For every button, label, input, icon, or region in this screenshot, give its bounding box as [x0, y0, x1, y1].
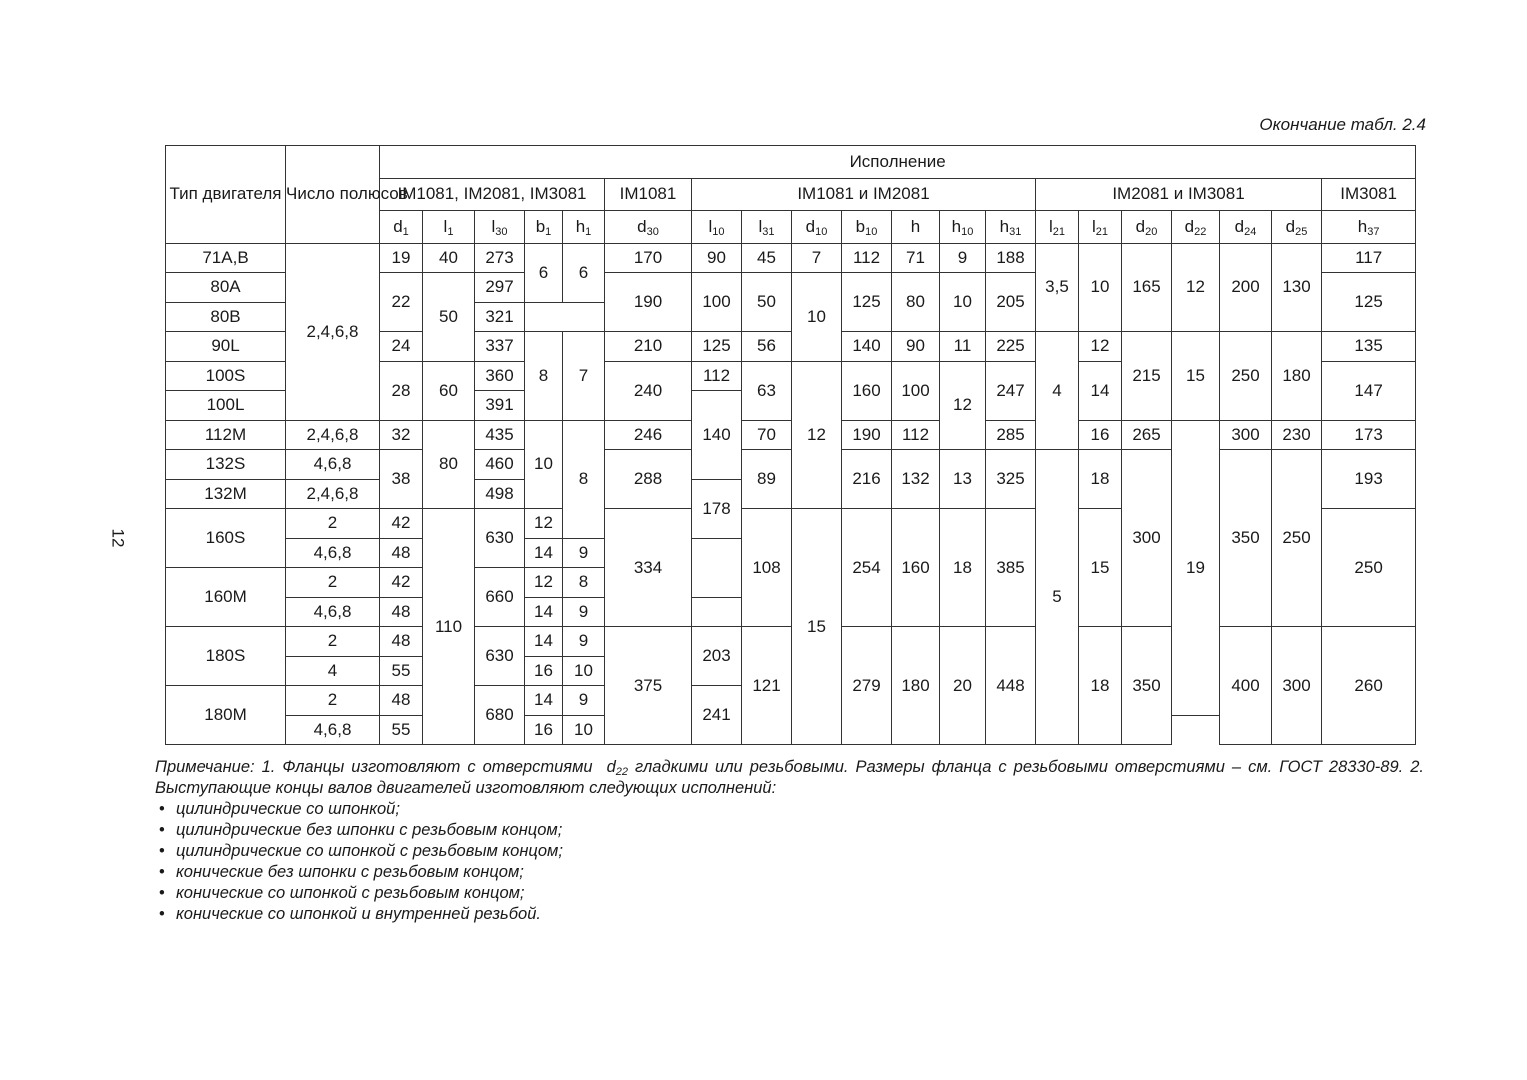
column-symbol: l [491, 216, 496, 236]
poles-cell: 4 [286, 656, 380, 686]
table-cell: 8 [525, 332, 563, 421]
motor-type-cell: 80B [166, 302, 286, 332]
motor-type-cell: 100S [166, 361, 286, 391]
column-header [475, 211, 525, 244]
table-cell: 630 [475, 509, 525, 568]
table-cell: 9 [563, 627, 605, 657]
table-cell: 112 [892, 420, 940, 450]
table-cell: 71 [892, 243, 940, 273]
column-header [1122, 211, 1172, 244]
table-cell: 55 [380, 715, 423, 745]
column-subscript: 1 [545, 225, 552, 238]
table-cell: 279 [842, 627, 892, 745]
motor-type-cell: 180M [166, 686, 286, 745]
column-header [1322, 211, 1416, 244]
column-header [1079, 211, 1122, 244]
column-subscript: 25 [1295, 225, 1308, 238]
table-cell: 6 [525, 243, 563, 302]
table-cell: 160 [842, 361, 892, 420]
column-symbol: l [443, 216, 448, 236]
table-cell: 10 [1079, 243, 1122, 332]
table-cell: 18 [940, 509, 986, 627]
table-cell: 16 [525, 656, 563, 686]
column-header [563, 211, 605, 244]
header-group: IM1081 [605, 178, 692, 211]
table-cell: 15 [792, 509, 842, 745]
table-cell: 9 [940, 243, 986, 273]
table-cell: 460 [475, 450, 525, 480]
column-symbol: d [637, 216, 647, 236]
column-symbol: d [1285, 216, 1296, 236]
table-cell: 190 [842, 420, 892, 450]
table-cell: 205 [986, 273, 1036, 332]
table-cell: 22 [380, 273, 423, 332]
column-header [423, 211, 475, 244]
table-cell: 203 [692, 627, 742, 686]
dimensions-table [165, 145, 1416, 745]
column-header [1036, 211, 1079, 244]
table-cell: 90 [692, 243, 742, 273]
table-cell: 12 [940, 361, 986, 450]
table-cell: 8 [563, 568, 605, 598]
table-cell: 14 [525, 686, 563, 716]
table-cell: 19 [380, 243, 423, 273]
note-list [155, 799, 1424, 925]
table-cell: 16 [525, 715, 563, 745]
column-subscript: 30 [646, 225, 659, 238]
column-subscript: 1 [402, 225, 409, 238]
column-header [1172, 211, 1220, 244]
column-subscript: 30 [495, 225, 508, 238]
table-cell: 10 [563, 715, 605, 745]
table-cell: 435 [475, 420, 525, 450]
column-symbol: l [758, 216, 763, 236]
header-group: IM3081 [1322, 178, 1416, 211]
table-cell: 18 [1079, 627, 1122, 745]
table-note [155, 757, 1424, 925]
table-cell: 225 [986, 332, 1036, 362]
column-subscript: 20 [1145, 225, 1158, 238]
table-cell: 210 [605, 332, 692, 362]
column-symbol: d [1234, 216, 1245, 236]
motor-type-cell: 71A,B [166, 243, 286, 273]
table-cell: 391 [475, 391, 525, 421]
table-cell: 285 [986, 420, 1036, 450]
table-cell: 360 [475, 361, 525, 391]
table-cell: 188 [986, 243, 1036, 273]
column-subscript: 1 [447, 225, 454, 238]
table-cell: 273 [475, 243, 525, 273]
motor-type-cell: 112M [166, 420, 286, 450]
table-cell: 117 [1322, 243, 1416, 273]
column-subscript: 37 [1367, 225, 1380, 238]
column-symbol: d [393, 216, 403, 236]
table-cell: 200 [1220, 243, 1272, 332]
table-cell: 300 [1220, 420, 1272, 450]
column-header [892, 211, 940, 244]
table-cell: 14 [525, 538, 563, 568]
table-cell: 100 [692, 273, 742, 332]
column-header [940, 211, 986, 244]
table-cell: 8 [563, 420, 605, 538]
table-cell: 173 [1322, 420, 1416, 450]
motor-type-cell: 160S [166, 509, 286, 568]
header-group: IM1081 и IM2081 [692, 178, 1036, 211]
column-symbol: h [910, 216, 921, 236]
table-cell: 125 [692, 332, 742, 362]
column-symbol: l [1091, 216, 1096, 236]
motor-type-cell: 100L [166, 391, 286, 421]
column-symbol: d [1184, 216, 1195, 236]
table-cell: 14 [1079, 361, 1122, 420]
table-cell: 165 [1122, 243, 1172, 332]
table-cell: 297 [475, 273, 525, 303]
poles-cell: 4,6,8 [286, 715, 380, 745]
table-cell: 90 [892, 332, 940, 362]
table-cell: 9 [563, 597, 605, 627]
table-cell: 321 [475, 302, 525, 332]
column-subscript: 1 [585, 225, 592, 238]
table-cell: 108 [742, 509, 792, 627]
table-cell: 12 [1172, 243, 1220, 332]
page-number: 12 [108, 528, 128, 548]
column-header [1272, 211, 1322, 244]
poles-cell: 2 [286, 568, 380, 598]
table-cell: 50 [742, 273, 792, 332]
table-cell: 334 [605, 509, 692, 627]
table-cell: 9 [563, 686, 605, 716]
note-list-item: • конические со шпонкой с резьбовым концом; [155, 883, 1424, 904]
table-cell: 190 [605, 273, 692, 332]
table-cell: 630 [475, 627, 525, 686]
header-group: IM2081 и IM3081 [1036, 178, 1322, 211]
poles-cell: 2 [286, 686, 380, 716]
table-cell: 680 [475, 686, 525, 745]
note-text-2: гладкими или резьбовыми. Размеры фланца с резьбовыми отверстиями – см. ГОСТ 28330-89. 2. Выступающие концы валов двигателей изготовляют следующих исполнений: [155, 758, 1425, 797]
table-cell: 170 [605, 243, 692, 273]
table-cell: 12 [525, 509, 563, 539]
column-header [842, 211, 892, 244]
column-subscript: 10 [961, 225, 974, 238]
table-cell: 42 [380, 509, 423, 539]
table-cell: 254 [842, 509, 892, 627]
column-header [605, 211, 692, 244]
table-cell: 24 [380, 332, 423, 362]
table-cell: 38 [380, 450, 423, 509]
table-cell: 16 [1079, 420, 1122, 450]
table-cell: 160 [892, 509, 940, 627]
table-cell: 448 [986, 627, 1036, 745]
table-cell: 48 [380, 597, 423, 627]
column-subscript: 31 [1009, 225, 1022, 238]
column-symbol: h [575, 216, 586, 236]
table-cell: 15 [1079, 509, 1122, 627]
table-cell: 112 [842, 243, 892, 273]
poles-cell: 2 [286, 627, 380, 657]
column-symbol: h [999, 216, 1010, 236]
header-execution: Исполнение [380, 146, 1416, 179]
table-cell: 15 [1172, 332, 1220, 421]
table-cell: 3,5 [1036, 243, 1079, 332]
table-cell: 11 [940, 332, 986, 362]
table-cell: 32 [380, 420, 423, 450]
column-header [692, 211, 742, 244]
table-cell: 400 [1220, 627, 1272, 745]
table-cell: 12 [792, 361, 842, 509]
note-var-sub: 22 [615, 766, 629, 778]
column-symbol: h [951, 216, 962, 236]
table-cell: 325 [986, 450, 1036, 509]
table-cell: 80 [892, 273, 940, 332]
note-list-item: • цилиндрические со шпонкой с резьбовым концом; [155, 841, 1424, 862]
table-cell: 63 [742, 361, 792, 420]
table-cell: 10 [525, 420, 563, 509]
column-subscript: 21 [1052, 225, 1066, 238]
table-cell: 48 [380, 686, 423, 716]
note-list-item: • цилиндрические со шпонкой; [155, 799, 1424, 820]
table-cell: 5 [1036, 450, 1079, 745]
motor-type-cell: 80A [166, 273, 286, 303]
table-cell: 130 [1272, 243, 1322, 332]
poles-cell: 4,6,8 [286, 538, 380, 568]
table-cell: 112 [692, 361, 742, 391]
table-cell: 498 [475, 479, 525, 509]
column-header [742, 211, 792, 244]
table-cell: 125 [842, 273, 892, 332]
motor-type-cell: 132M [166, 479, 286, 509]
header-poles: Число полюсов [286, 146, 380, 244]
table-cell: 110 [423, 509, 475, 745]
column-symbol: b [535, 216, 546, 236]
column-symbol: b [855, 216, 866, 236]
table-cell: 250 [1272, 450, 1322, 627]
table-cell: 70 [742, 420, 792, 450]
table-cell: 80 [423, 420, 475, 509]
header-group: IM1081, IM2081, IM3081 [380, 178, 605, 211]
table-cell [692, 538, 742, 597]
poles-cell: 4,6,8 [286, 450, 380, 480]
note-paragraph [155, 757, 1424, 799]
column-header [986, 211, 1036, 244]
table-cell: 265 [1122, 420, 1172, 450]
table-cell: 14 [525, 627, 563, 657]
table-cell: 300 [1122, 450, 1172, 627]
table-cell: 385 [986, 509, 1036, 627]
table-cell: 50 [423, 273, 475, 362]
table-cell: 350 [1220, 450, 1272, 627]
table-cell: 7 [563, 332, 605, 421]
table-cell: 10 [940, 273, 986, 332]
table-cell: 660 [475, 568, 525, 627]
table-caption: Окончание табл. 2.4 [1259, 115, 1426, 134]
table-cell: 193 [1322, 450, 1416, 509]
table-cell: 125 [1322, 273, 1416, 332]
table-cell: 12 [525, 568, 563, 598]
note-list-item: • цилиндрические без шпонки с резьбовым концом; [155, 820, 1424, 841]
table-cell: 230 [1272, 420, 1322, 450]
table-cell: 10 [792, 273, 842, 362]
column-subscript: 24 [1244, 225, 1257, 238]
poles-cell: 2,4,6,8 [286, 479, 380, 509]
motor-type-cell: 90L [166, 332, 286, 362]
table-cell: 7 [792, 243, 842, 273]
table-cell: 100 [892, 361, 940, 420]
table-cell: 147 [1322, 361, 1416, 420]
column-symbol: h [1357, 216, 1368, 236]
table-cell: 19 [1172, 420, 1220, 715]
column-subscript: 31 [762, 225, 775, 238]
table-cell: 350 [1122, 627, 1172, 745]
poles-cell: 2 [286, 509, 380, 539]
table-cell: 13 [940, 450, 986, 509]
table-cell: 12 [1079, 332, 1122, 362]
table-cell: 178 [692, 479, 742, 538]
column-subscript: 21 [1095, 225, 1109, 238]
note-list-item: • конические без шпонки с резьбовым концом; [155, 862, 1424, 883]
table-cell: 375 [605, 627, 692, 745]
column-header [380, 211, 423, 244]
table-row [166, 450, 1416, 480]
table-cell: 121 [742, 627, 792, 745]
column-header [792, 211, 842, 244]
table-row [166, 420, 1416, 450]
table-cell: 6 [563, 243, 605, 302]
table-cell: 45 [742, 243, 792, 273]
table-cell: 241 [692, 686, 742, 745]
motor-type-cell: 160M [166, 568, 286, 627]
table-cell: 140 [842, 332, 892, 362]
note-text-1: Примечание: 1. Фланцы изготовляют с отверстиями [155, 758, 593, 776]
table-cell: 14 [525, 597, 563, 627]
poles-cell: 2,4,6,8 [286, 243, 380, 420]
column-symbol: l [1048, 216, 1053, 236]
table-cell: 10 [563, 656, 605, 686]
table-cell: 247 [986, 361, 1036, 420]
table-cell: 60 [423, 361, 475, 420]
table-cell: 55 [380, 656, 423, 686]
table-cell: 135 [1322, 332, 1416, 362]
table-cell: 250 [1220, 332, 1272, 421]
table-cell: 180 [1272, 332, 1322, 421]
table-cell: 246 [605, 420, 692, 450]
table-cell: 250 [1322, 509, 1416, 627]
poles-cell: 4,6,8 [286, 597, 380, 627]
column-symbol: d [1135, 216, 1146, 236]
note-list-item: • конические со шпонкой и внутренней резьбой. [155, 904, 1424, 925]
table-cell: 18 [1079, 450, 1122, 509]
table-cell: 28 [380, 361, 423, 420]
column-symbol: l [708, 216, 713, 236]
table-cell: 240 [605, 361, 692, 420]
table-cell: 300 [1272, 627, 1322, 745]
table-cell: 40 [423, 243, 475, 273]
table-cell: 89 [742, 450, 792, 509]
table-cell: 337 [475, 332, 525, 362]
column-header [525, 211, 563, 244]
table-cell: 180 [892, 627, 940, 745]
column-subscript: 22 [1194, 225, 1207, 238]
table-cell: 42 [380, 568, 423, 598]
table-row [166, 243, 1416, 273]
table-cell: 216 [842, 450, 892, 509]
table-cell: 48 [380, 538, 423, 568]
column-subscript: 10 [815, 225, 828, 238]
header-motor-type: Тип двигателя [166, 146, 286, 244]
column-header [1220, 211, 1272, 244]
motor-type-cell: 180S [166, 627, 286, 686]
table-cell: 260 [1322, 627, 1416, 745]
column-symbol: d [805, 216, 816, 236]
table-cell: 20 [940, 627, 986, 745]
table-cell: 48 [380, 627, 423, 657]
column-subscript: 10 [712, 225, 725, 238]
table-cell: 132 [892, 450, 940, 509]
table-cell: 9 [563, 538, 605, 568]
header-row-1 [166, 146, 1416, 179]
poles-cell: 2,4,6,8 [286, 420, 380, 450]
table-cell: 215 [1122, 332, 1172, 421]
column-subscript: 10 [865, 225, 878, 238]
table-cell: 140 [692, 391, 742, 480]
table-cell: 56 [742, 332, 792, 362]
table-cell: 288 [605, 450, 692, 509]
table-cell: 4 [1036, 332, 1079, 450]
table-row [166, 627, 1416, 657]
motor-type-cell: 132S [166, 450, 286, 480]
note-var: d [606, 758, 616, 776]
